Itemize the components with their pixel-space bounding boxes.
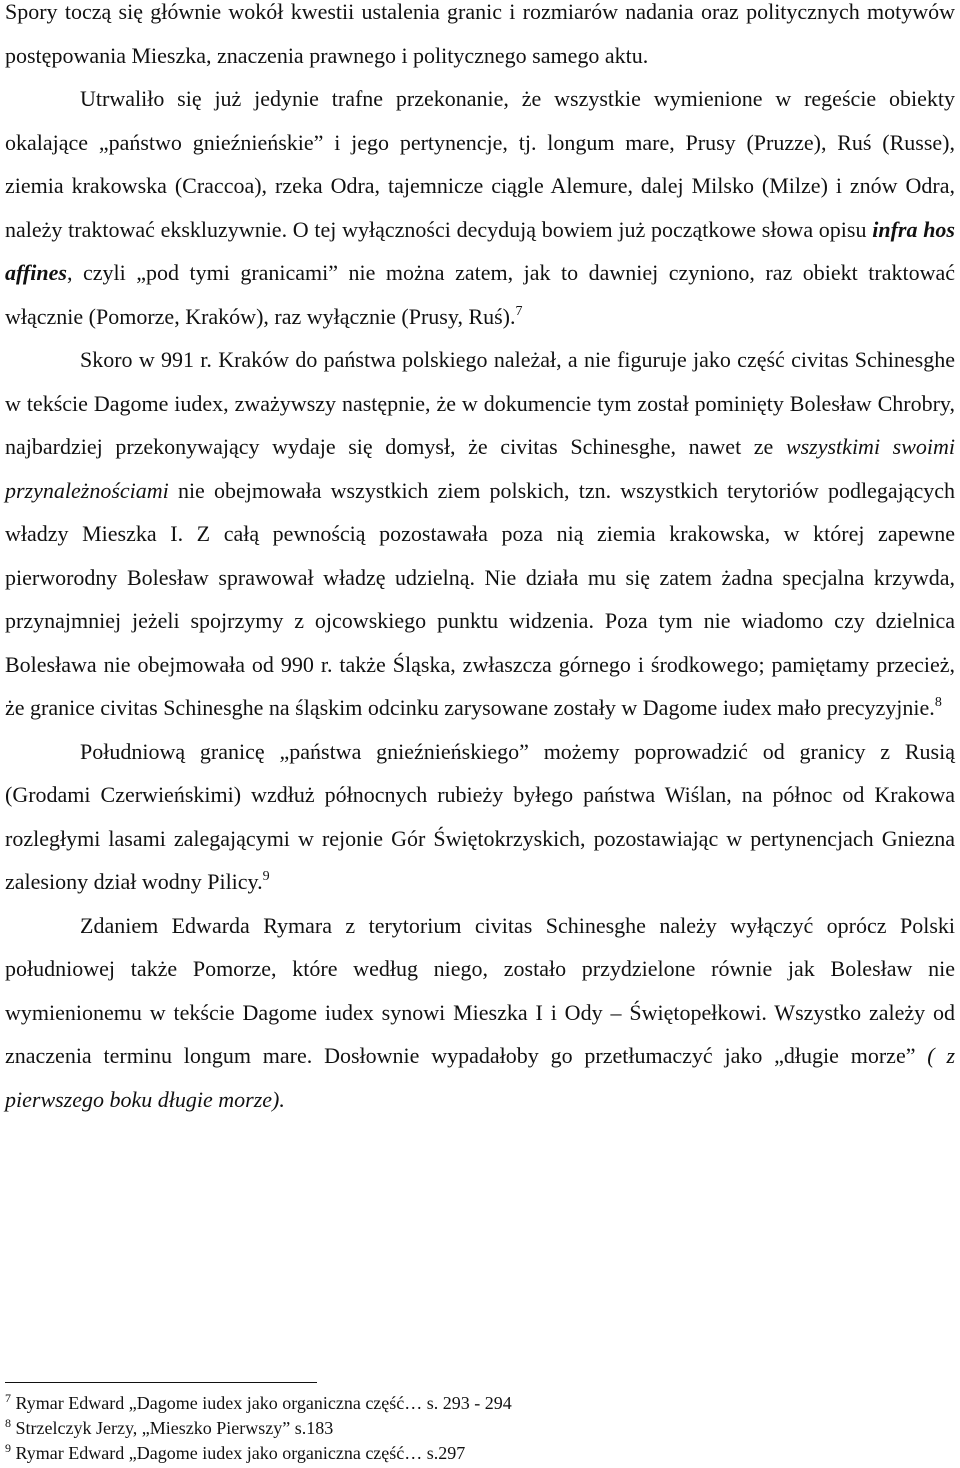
- footnote-ref-8[interactable]: 8: [934, 695, 942, 710]
- paragraph-1: [5, 0, 955, 77]
- footnote-8-number: 8: [5, 1416, 11, 1430]
- paragraph-3-text-c: nie obejmowała wszystkich ziem polskich, tzn. wszystkich terytoriów podlegających władzy Mieszka I. Z całą pewnością pozostawała poza nią ziemia krakowska, w której zapewne pierworodny Bolesław sprawował władzę udzielną. Nie działa mu się zatem żadna specjalna krzywda, przynajmniej jeżeli spojrzymy z ojcowskiego punktu widzenia. Poza tym nie wiadomo czy dzielnica Bolesława nie obejmowała od 990 r. także Śląska, zwłaszcza górnego i środkowego; pamiętamy przecież, że granice civitas Schinesghe na śląskim odcinku zarysowane zostały w Dagome iudex mało precyzyjnie.: [5, 477, 956, 720]
- footnote-8: [5, 1416, 955, 1441]
- paragraph-2-text-c: , czyli „pod tymi granicami” nie można zatem, jak to dawniej czyniono, raz obiekt traktować włącznie (Pomorze, Kraków), raz wyłącznie (Prusy, Ruś).: [5, 260, 955, 329]
- paragraph-5-emphasis: ( z pierwszego boku długie morze).: [5, 1043, 956, 1112]
- footnotes: [5, 1391, 955, 1466]
- footnote-ref-7[interactable]: 7: [515, 303, 523, 319]
- footnote-ref-9[interactable]: 9: [262, 869, 270, 884]
- footnote-9: [5, 1441, 955, 1466]
- footnote-8-text: Strzelczyk Jerzy, „Mieszko Pierwszy” s.183: [15, 1418, 334, 1438]
- paragraph-2: [5, 77, 955, 338]
- paragraph-3-emphasis: wszystkimi swoimi przynależnościami: [5, 434, 956, 503]
- paragraph-2-emphasis: infra hos affines: [5, 216, 955, 285]
- footnote-separator: [5, 1382, 317, 1383]
- footnote-7: [5, 1391, 955, 1416]
- paragraph-5: [5, 904, 955, 1122]
- paragraph-1-text: Spory toczą się głównie wokół kwestii ustalenia granic i rozmiarów nadania oraz politycznych motywów postępowania Mieszka, znaczenia prawnego i politycznego samego aktu.: [5, 0, 955, 68]
- paragraph-5-text-a: Zdaniem Edwarda Rymara z terytorium civitas Schinesghe należy wyłączyć oprócz Polski południowej także Pomorze, które według niego, zostało przydzielone równie jak Bolesław nie wymienionemu w tekście Dagome iudex synowi Mieszka I i Ody – Świętopełkowi. Wszystko zależy od znaczenia terminu longum mare. Dosłownie wypadałoby go przetłumaczyć jako „długie morze”: [5, 912, 955, 1068]
- paragraph-3-text-a: Skoro w 991 r. Kraków do państwa polskiego należał, a nie figuruje jako część civitas Schinesghe w tekście Dagome iudex, zważywszy następnie, że w dokumencie tym został pominięty Bolesław Chrobry, najbardziej przekonywający wydaje się domysł, że civitas Schinesghe, nawet ze: [5, 347, 955, 459]
- footnote-9-text: Rymar Edward „Dagome iudex jako organiczna część… s.297: [15, 1443, 466, 1463]
- paragraph-2-text-a: Utrwaliło się już jedynie trafne przekonanie, że wszystkie wymienione w regeście obiekty okalające „państwo gnieźnieńskie” i jego pertynencje, tj. longum mare, Prusy (Pruzze), Ruś (Russe), ziemia krakowska (Craccoa), rzeka Odra, tajemnicze ciągle Alemure, dalej Milsko (Milze) i znów Odra, należy traktować ekskluzywnie. O tej wyłączności decydują bowiem już początkowe słowa opisu: [5, 86, 955, 242]
- paragraph-4: [5, 730, 955, 904]
- paragraph-4-text: Południową granicę „państwa gnieźnieńskiego” możemy poprowadzić od granicy z Rusią (Grodami Czerwieńskimi) wzdłuż północnych rubieży byłego państwa Wiślan, na północ od Krakowa rozległymi lasami zalegającymi w rejonie Gór Świętokrzyskich, pozostawiając w pertynencjach Gniezna zalesiony dział wodny Pilicy.: [5, 738, 955, 894]
- footnote-9-number: 9: [5, 1441, 11, 1455]
- footnote-7-number: 7: [5, 1391, 11, 1405]
- paragraph-3: [5, 338, 955, 730]
- footnote-7-text: Rymar Edward „Dagome iudex jako organiczna część… s. 293 - 294: [15, 1393, 512, 1413]
- document-body: [5, 0, 955, 1121]
